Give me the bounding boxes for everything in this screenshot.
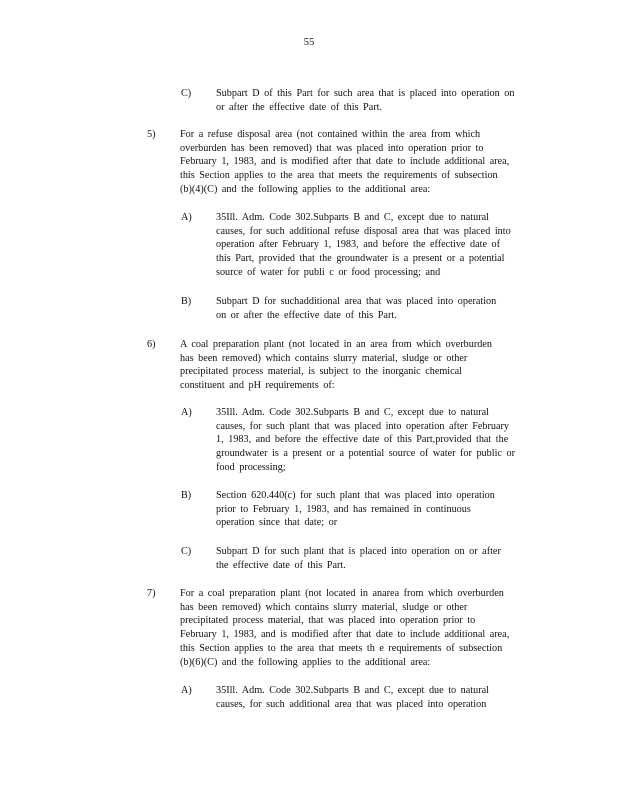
- item-label: 7): [147, 588, 156, 599]
- text-line: Subpart D of this Part for such area that is placed into operation on: [216, 88, 515, 99]
- text-line: has been removed) which contains slurry material, sludge or other: [180, 601, 468, 613]
- text-line: operation after February 1, 1983, and before the effective date of: [216, 239, 501, 251]
- paragraph-7-a: [181, 684, 543, 711]
- text-line: causes, for such plant that was placed into operation after February: [216, 420, 509, 432]
- text-line: operation since that date; or: [216, 517, 338, 529]
- text-line: causes, for such additional area that was placed into operation: [216, 698, 487, 710]
- text-line: source of water for publi c or food processing; and: [216, 266, 441, 278]
- item-text: [216, 406, 543, 475]
- text-line: precipitated process material, that was placed into operation prior to: [180, 615, 476, 627]
- paragraph-5-a: [181, 211, 543, 280]
- item-label: B): [181, 490, 192, 501]
- text-line: or after the effective date of this Part.: [216, 101, 382, 113]
- subsection-c-item: [181, 87, 543, 114]
- text-line: this Section applies to the area that meets th e requirements of subsection: [180, 642, 503, 654]
- text-line: overburden has been removed) that was placed into operation prior to: [180, 142, 484, 154]
- paragraph-6: [147, 338, 547, 393]
- text-line: 35Ill. Adm. Code 302.Subparts B and C, except due to natural: [216, 212, 489, 223]
- item-text: [180, 338, 547, 393]
- text-line: Section 620.440(c) for such plant that was placed into operation: [216, 490, 495, 501]
- item-label: A): [181, 685, 192, 696]
- paragraph-6-b: [181, 489, 543, 530]
- paragraph-6-c: [181, 545, 543, 572]
- text-line: groundwater is a present or a potential source of water for public or: [216, 448, 515, 460]
- item-text: [216, 87, 543, 114]
- text-line: constituent and pH requirements of:: [180, 380, 335, 392]
- text-line: precipitated process material, is subject to the inorganic chemical: [180, 366, 463, 378]
- text-line: 35Ill. Adm. Code 302.Subparts B and C, except due to natural: [216, 407, 489, 418]
- item-label: C): [181, 88, 192, 99]
- text-line: this Section applies to the area that meets the requirements of subsection: [180, 170, 498, 182]
- text-line: (b)(4)(C) and the following applies to the additional area:: [180, 183, 431, 195]
- text-line: February 1, 1983, and is modified after that date to include additional area,: [180, 156, 510, 168]
- item-text: [180, 587, 547, 669]
- paragraph-6-a: [181, 406, 543, 475]
- text-line: this Part, provided that the groundwater is a present or a potential: [216, 253, 505, 265]
- item-label: C): [181, 546, 192, 557]
- text-line: For a refuse disposal area (not contained within the area from which: [180, 129, 481, 140]
- item-text: [216, 211, 543, 280]
- text-line: February 1, 1983, and is modified after that date to include additional area,: [180, 629, 510, 641]
- text-line: 1, 1983, and before the effective date of this Part,provided that the: [216, 434, 509, 446]
- text-line: has been removed) which contains slurry material, sludge or other: [180, 352, 468, 364]
- item-label: 6): [147, 339, 156, 350]
- text-line: on or after the effective date of this Part.: [216, 309, 397, 321]
- item-text: [216, 295, 543, 322]
- item-label: A): [181, 407, 192, 418]
- text-line: causes, for such additional refuse disposal area that was placed into: [216, 225, 511, 237]
- item-text: [216, 545, 543, 572]
- item-label: A): [181, 212, 192, 223]
- item-text: [216, 684, 543, 711]
- text-line: prior to February 1, 1983, and has remained in continuous: [216, 503, 471, 515]
- item-text: [216, 489, 543, 530]
- text-line: food processing;: [216, 461, 286, 473]
- paragraph-5: [147, 128, 547, 197]
- paragraph-5-b: [181, 295, 543, 322]
- text-line: A coal preparation plant (not located in an area from which overburden: [180, 339, 492, 350]
- item-label: B): [181, 296, 192, 307]
- text-line: (b)(6)(C) and the following applies to the additional area:: [180, 656, 431, 668]
- text-line: 35Ill. Adm. Code 302.Subparts B and C, except due to natural: [216, 685, 489, 696]
- page-number: 55: [303, 37, 315, 48]
- text-line: Subpart D for such plant that is placed into operation on or after: [216, 546, 501, 557]
- paragraph-7: [147, 587, 547, 669]
- item-text: [180, 128, 547, 197]
- text-line: For a coal preparation plant (not located in anarea from which overburden: [180, 588, 504, 599]
- text-line: Subpart D for suchadditional area that was placed into operation: [216, 296, 497, 307]
- text-line: the effective date of this Part.: [216, 559, 346, 571]
- item-label: 5): [147, 129, 156, 140]
